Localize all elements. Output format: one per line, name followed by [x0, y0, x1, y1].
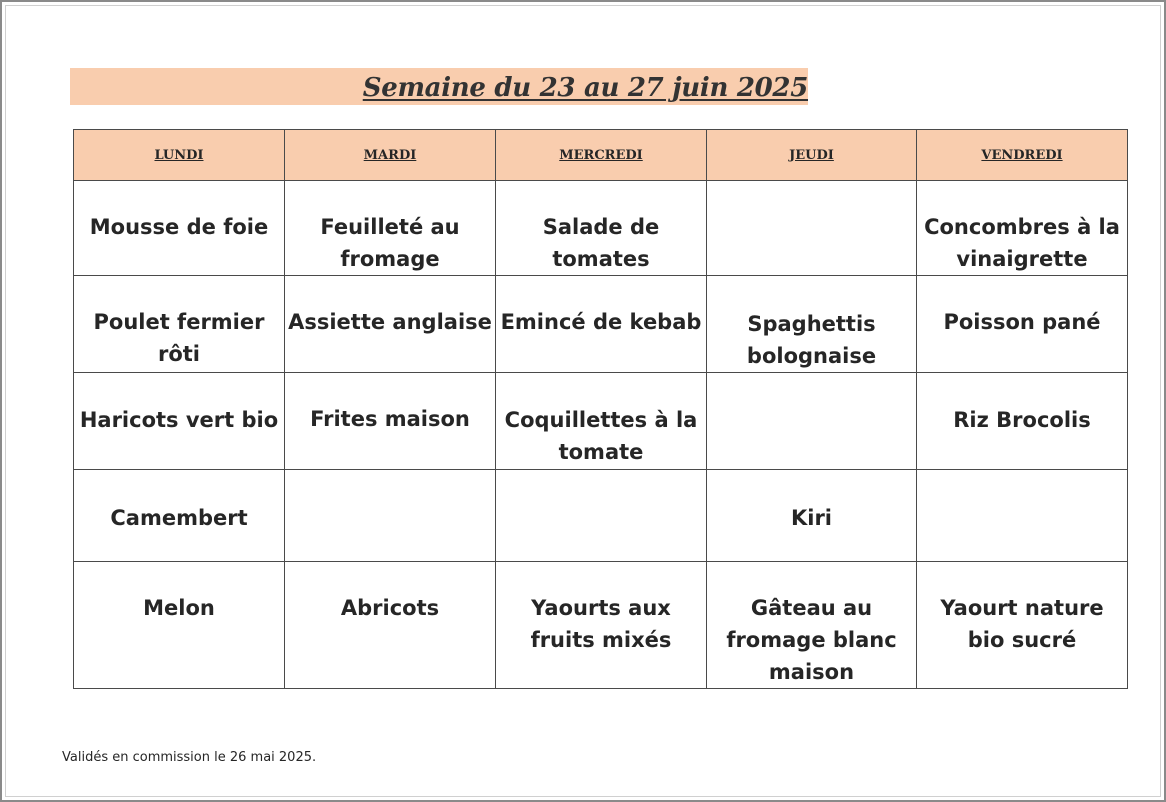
menu-cell	[917, 181, 1128, 276]
menu-cell	[74, 181, 285, 276]
dish-label: Emincé de kebab	[500, 310, 702, 334]
dish-label: Feuilleté au fromage	[320, 215, 460, 271]
dish-label: Coquillettes à la tomate	[504, 408, 698, 464]
dish-label: Haricots vert bio	[79, 408, 279, 432]
menu-cell	[917, 562, 1128, 689]
menu-cell	[707, 276, 917, 373]
dish-label: Salade de tomates	[542, 215, 660, 271]
table-row-side	[74, 373, 1128, 470]
dish-label: Yaourt nature bio sucré	[940, 596, 1104, 652]
day-header-mercredi: MERCREDI	[496, 130, 707, 181]
menu-cell	[496, 470, 707, 562]
menu-cell	[74, 373, 285, 470]
dish-label: Riz Brocolis	[953, 408, 1091, 432]
day-header-lundi: LUNDI	[74, 130, 285, 181]
dish-label	[710, 373, 913, 403]
menu-cell	[496, 373, 707, 470]
menu-cell	[285, 470, 496, 562]
dish-label	[499, 470, 703, 500]
dish-label: Melon	[143, 596, 215, 620]
dish-label	[288, 470, 492, 500]
dish-label: Concombres à la vinaigrette	[924, 215, 1120, 271]
dish-label: Poisson pané	[943, 310, 1101, 334]
menu-cell	[496, 562, 707, 689]
day-header-row	[74, 130, 1128, 181]
page-title: Semaine du 23 au 27 juin 2025	[362, 73, 808, 103]
menu-cell	[917, 276, 1128, 373]
menu-cell	[285, 276, 496, 373]
table-row-dairy	[74, 470, 1128, 562]
dish-label: Camembert	[110, 506, 248, 530]
dish-label: Kiri	[790, 506, 833, 530]
menu-cell	[707, 562, 917, 689]
menu-cell	[707, 181, 917, 276]
dish-label: Abricots	[340, 596, 440, 620]
menu-cell	[285, 181, 496, 276]
menu-cell	[74, 562, 285, 689]
dish-label	[710, 181, 913, 211]
dish-label: Yaourts aux fruits mixés	[530, 596, 672, 652]
weekly-menu-table	[73, 129, 1128, 689]
dish-label: Mousse de foie	[89, 215, 269, 239]
menu-cell	[285, 562, 496, 689]
table-row-main	[74, 276, 1128, 373]
menu-cell	[74, 276, 285, 373]
menu-cell	[707, 373, 917, 470]
menu-cell	[74, 470, 285, 562]
dish-label: Spaghettis bolognaise	[746, 312, 877, 368]
dish-label	[920, 470, 1124, 500]
dish-label: Poulet fermier rôti	[93, 310, 265, 366]
table-row-dessert	[74, 562, 1128, 689]
menu-cell	[917, 470, 1128, 562]
dish-label: Gâteau au fromage blanc maison	[726, 596, 897, 684]
table-row-starter	[74, 181, 1128, 276]
menu-cell	[917, 373, 1128, 470]
day-header-vendredi: VENDREDI	[917, 130, 1128, 181]
menu-cell	[285, 373, 496, 470]
day-header-jeudi: JEUDI	[707, 130, 917, 181]
menu-cell	[707, 470, 917, 562]
validation-note: Validés en commission le 26 mai 2025.	[62, 750, 317, 765]
dish-label: Assiette anglaise	[288, 310, 492, 334]
dish-label: Frites maison	[310, 407, 470, 431]
menu-cell	[496, 276, 707, 373]
menu-cell	[496, 181, 707, 276]
day-header-mardi: MARDI	[285, 130, 496, 181]
